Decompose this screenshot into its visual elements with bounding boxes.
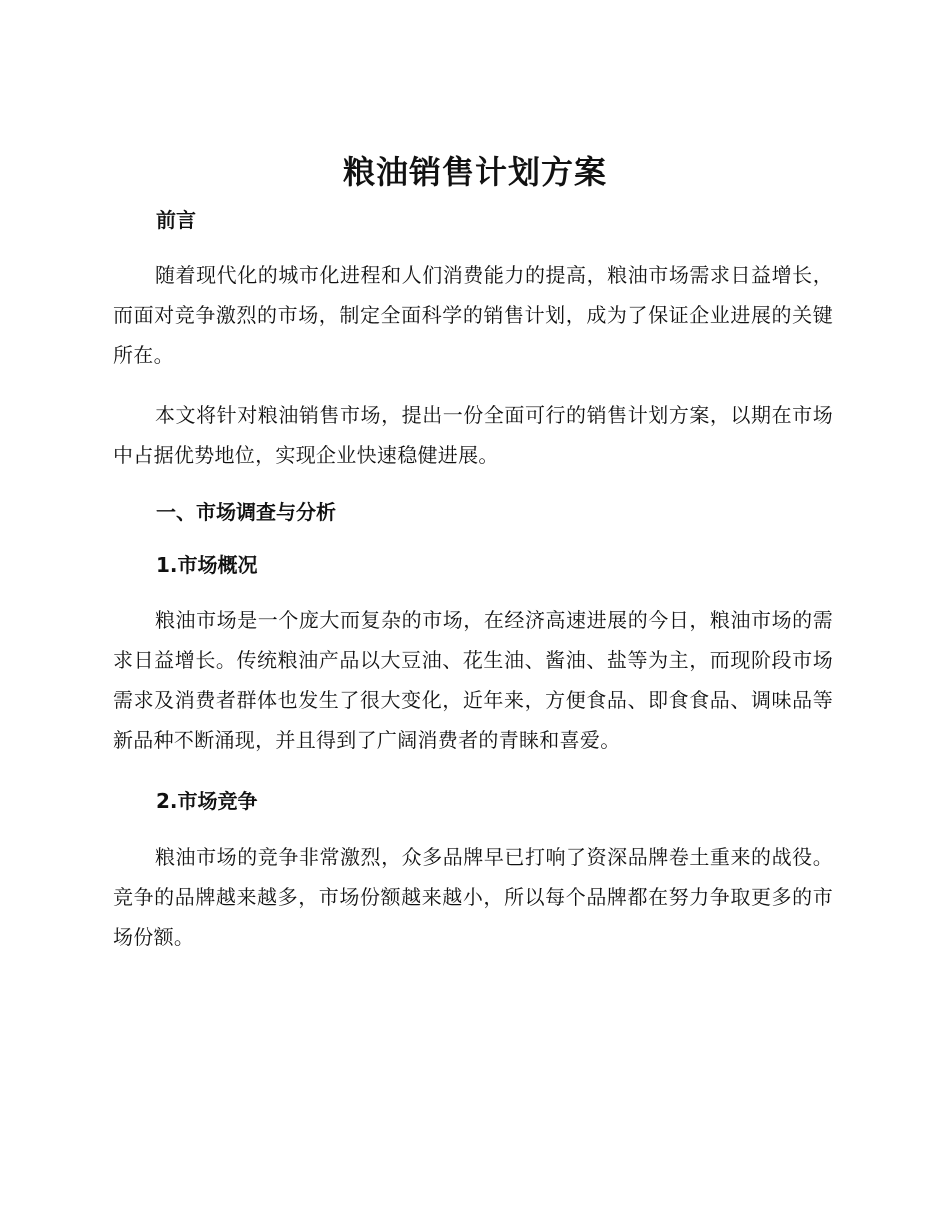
document-title: 粮油销售计划方案	[342, 153, 607, 191]
subsection-heading-market-overview: 1.市场概况	[156, 553, 258, 577]
paragraph-preface-1: 随着现代化的城市化进程和人们消费能力的提高，粮油市场需求日益增长，而面对竞争激烈的市场，制定全面科学的销售计划，成为了保证企业进展的关键所在。	[113, 263, 833, 367]
section-heading-preface: 前言	[156, 208, 196, 232]
paragraph-market-competition: 粮油市场的竞争非常激烈，众多品牌早已打响了资深品牌卷土重来的战役。竞争的品牌越来越多，市场份额越来越小，所以每个品牌都在努力争取更多的市场份额。	[113, 845, 833, 949]
paragraph-preface-2: 本文将针对粮油销售市场，提出一份全面可行的销售计划方案，以期在市场中占据优势地位，实现企业快速稳健进展。	[113, 403, 833, 467]
subsection-heading-market-competition: 2.市场竞争	[156, 789, 258, 813]
section-heading-market-research: 一、市场调查与分析	[156, 500, 336, 524]
paragraph-market-overview: 粮油市场是一个庞大而复杂的市场，在经济高速进展的今日，粮油市场的需求日益增长。传统粮油产品以大豆油、花生油、酱油、盐等为主，而现阶段市场需求及消费者群体也发生了很大变化，近年来，方便食品、即食食品、调味品等新品种不断涌现，并且得到了广阔消费者的青睐和喜爱。	[113, 608, 833, 752]
